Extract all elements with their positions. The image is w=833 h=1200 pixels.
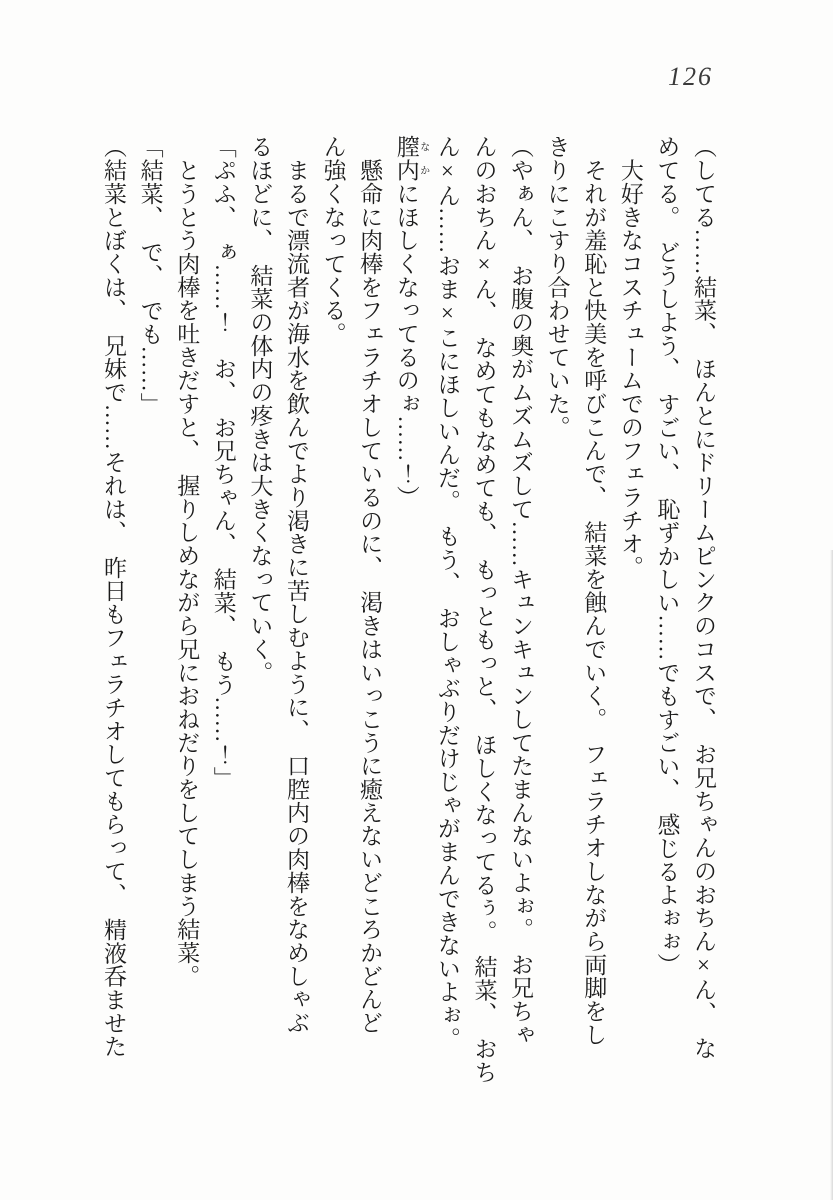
text-line: 膣内 なかにほしくなってるのぉ……！）: [393, 135, 429, 509]
text-line: それが羞恥と快美を呼びこんで、 結菜を蝕んでいく。 フェラチオしながら両脚をし: [581, 135, 607, 1046]
text-line: 「結菜、 で、 でも……」: [137, 135, 163, 416]
text-line: ん強くなってくる。: [320, 135, 346, 346]
text-line: るほどに、 結菜の体内の疼きは大きくなっていく。: [247, 135, 273, 684]
text-line: きりにこすり合わせていた。: [544, 135, 570, 439]
page-number: 126: [668, 62, 713, 91]
text-line: とうとう肉棒を吐きだすと、 握りしめながら兄におねだりをしてしまう結菜。: [174, 135, 200, 988]
text-line: まるで漂流者が海水を飲んでより渇きに苦しむように、 口腔内の肉棒をなめしゃぶ: [283, 135, 309, 1035]
text-line: （してる……結菜、 ほんとにドリームピンクのコスで、 お兄ちゃんのおちん×ん、 な: [691, 135, 716, 1060]
text-line: 懸命に肉棒をフェラチオしているのに、 渇きはいっこうに癒えないどころかどんど: [357, 135, 383, 1035]
text-line: ん×ん……おま×こにほしいんだ。 もう、 おしゃぶりだけじゃがまんできないよぉ。: [434, 135, 460, 1050]
text-line: 「ぷふ、 ぁ……！ お、 お兄ちゃん、 結菜、 もう……！」: [210, 135, 236, 790]
text-line: （結菜とぼくは、 兄妹で……それは、 昨日もフェラチオしてもらって、 精液呑ませた: [101, 135, 126, 1058]
text-line: 大好きなコスチュームでのフェラチオ。: [617, 135, 643, 579]
text-line: （やぁん、 お腹の奥がムズムズして……キュンキュンしてたまんないよぉ。 お兄ちゃ: [508, 135, 534, 1046]
text-line: んのおちん×ん、 なめてもなめても、 もっともっと、 ほしくなってるぅ。 結菜、 おち: [471, 135, 497, 1084]
ruby-furigana: 膣内 なか: [393, 135, 429, 182]
body-text-block: [94, 135, 721, 1093]
text-line: めてる。 どうしよう、 すごい、 恥ずかしい……でもすごい、 感じるよぉぉ）: [654, 135, 680, 977]
